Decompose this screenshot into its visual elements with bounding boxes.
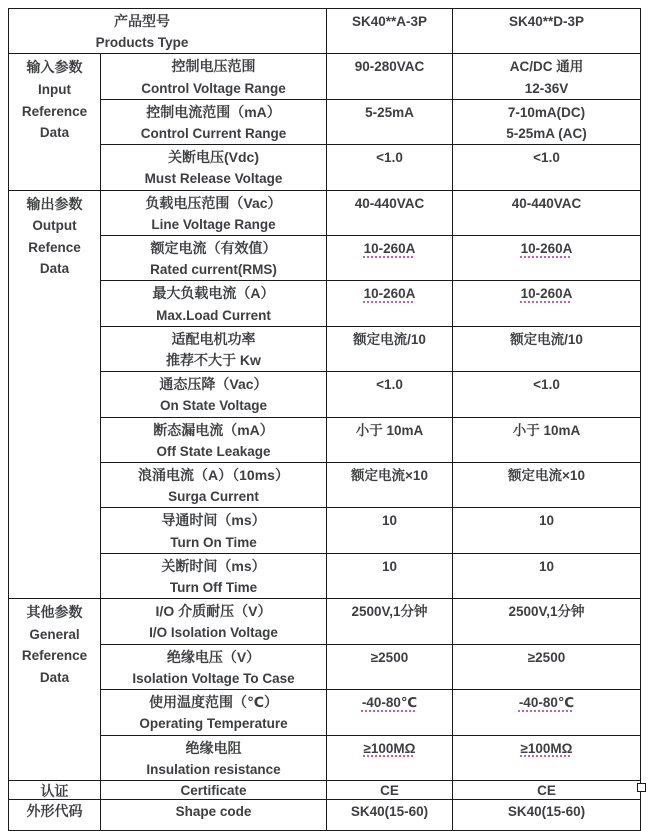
param-zh: 通态压降（Vac） [159,376,268,393]
value-d-line1: 7-10mA(DC) [507,104,586,120]
group-input-en2: Reference [21,103,88,119]
value-cell-d [453,463,641,508]
certificate-value-a [327,780,453,799]
param-en: Surga Current [168,489,259,505]
group-general-en1: General [29,626,80,642]
model-d-label: SK40**D-3P [508,14,585,29]
table-row [9,599,641,644]
value-cell-a [327,553,453,598]
table-row [9,644,641,689]
value-d: 10 [538,558,555,574]
value-cell-d [453,236,641,281]
param-zh: 最大负载电流（A） [152,285,275,302]
value-cell-d [453,145,641,190]
param-name-cell [101,417,327,462]
shape-code-row [9,799,641,830]
param-name-cell [101,599,327,644]
param-zh: 浪涌电流（A）（10ms） [138,467,289,484]
param-zh: I/O 介质耐压（V） [155,603,272,620]
value-cell-a [327,463,453,508]
certificate-en-cell [101,780,327,799]
shape-code-value-a [327,799,453,830]
table-row [9,553,641,598]
value-a: 10-260A [363,286,416,302]
param-zh: 控制电流范围（mA） [146,103,281,120]
value-cell-a [327,281,453,326]
param-zh: 负载电压范围（Vac） [145,194,282,211]
param-name-cell [101,145,327,190]
product-type-zh: 产品型号 [114,13,170,29]
value-cell-d [453,99,641,144]
param-en: Turn On Time [170,534,257,550]
group-general-cell [9,599,101,781]
group-general-en2: Reference [21,648,88,664]
param-name-cell [101,463,327,508]
value-a: -40-80℃ [361,695,418,711]
param-en: Insulation resistance [146,761,281,777]
param-zh: 控制电压范围 [171,58,256,75]
param-en: Control Voltage Range [141,80,286,96]
param-en: Must Release Voltage [144,171,283,187]
table-row [9,508,641,553]
value-d: <1.0 [533,150,560,166]
value-cell-d [453,190,641,235]
param-en: I/O Isolation Voltage [149,625,278,641]
value-cell-d [453,326,641,371]
shape-code-value-d [453,799,641,830]
param-zh: 绝缘电压（V） [166,648,261,665]
value-cell-d [453,599,641,644]
param-zh-line2: 推荐不大于 Kw [166,352,261,369]
value-cell-d [453,508,641,553]
value-cell-a [327,145,453,190]
param-name-cell [101,372,327,417]
value-cell-d [453,372,641,417]
value-d-line2: 5-25mA (AC) [506,126,587,142]
value-a: 2500V,1分钟 [351,604,428,620]
value-d: CE [537,782,556,798]
table-row [9,281,641,326]
certificate-en: Certificate [180,782,247,798]
value-cell-d [453,281,641,326]
value-a: ≥100MΩ [363,740,416,756]
group-general-en3: Data [39,670,70,686]
model-d-header [453,9,641,54]
table-row [9,99,641,144]
table-row [9,145,641,190]
value-a: CE [380,782,399,798]
value-d-line2: 12-36V [524,80,569,96]
value-cell-d [453,54,641,99]
value-cell-a [327,644,453,689]
value-cell-d [453,417,641,462]
value-a: SK40(15-60) [350,803,429,819]
param-zh: 关断时间（ms） [161,557,266,574]
shape-code-zh-cell [9,799,101,830]
certificate-zh-cell [9,780,101,799]
model-a-header [327,9,453,54]
certificate-zh: 认证 [40,782,69,799]
param-zh: 适配电机功率 [171,330,256,347]
value-a: 5-25mA [365,104,414,120]
table-row [9,735,641,780]
value-d: SK40(15-60) [507,803,586,819]
group-input-en3: Data [39,125,70,141]
value-d: 40-440VAC [511,195,582,211]
table-row [9,690,641,735]
param-name-cell [101,644,327,689]
value-cell-d [453,553,641,598]
param-en: Control Current Range [140,126,287,142]
param-zh: 额定电流（有效值） [150,240,277,257]
param-name-cell [101,54,327,99]
param-zh: 绝缘电阻 [185,739,242,756]
certificate-row [9,780,641,799]
product-type-en: Products Type [95,35,189,51]
shape-code-zh: 外形代码 [26,802,83,819]
value-cell-d [453,735,641,780]
value-cell-a [327,326,453,371]
value-cell-a [327,735,453,780]
shape-code-en-cell [101,799,327,830]
value-a: 额定电流×10 [351,468,428,484]
param-en: Off State Leakage [156,443,271,459]
value-cell-a [327,99,453,144]
value-d: 2500V,1分钟 [508,604,585,620]
table-row [9,372,641,417]
value-d: 额定电流×10 [508,468,585,484]
param-name-cell [101,690,327,735]
value-cell-a [327,190,453,235]
value-a: 小于 10mA [355,422,424,438]
table-row [9,326,641,371]
param-name-cell [101,99,327,144]
value-cell-d [453,690,641,735]
value-d: <1.0 [533,377,560,393]
param-en: Operating Temperature [139,716,288,732]
param-en: Max.Load Current [156,307,271,323]
spec-table [8,8,641,831]
group-general-zh: 其他参数 [26,604,83,621]
group-output-en2: Refence [28,239,81,255]
shape-code-en: Shape code [175,803,252,819]
value-cell-a [327,417,453,462]
param-en: Line Voltage Range [151,216,276,232]
value-cell-a [327,508,453,553]
value-d: 10-260A [520,286,573,302]
param-en: Turn Off Time [169,580,258,596]
value-cell-d [453,644,641,689]
param-zh: 导通时间（ms） [161,512,266,529]
table-row [9,190,641,235]
value-cell-a [327,599,453,644]
param-en: Isolation Voltage To Case [132,670,295,686]
value-a: ≥2500 [370,649,409,665]
value-a: 40-440VAC [354,195,425,211]
value-a: <1.0 [376,150,403,166]
value-a: <1.0 [376,377,403,393]
group-input-zh: 输入参数 [26,59,83,76]
param-en: Rated current(RMS) [150,262,277,278]
param-zh: 使用温度范围（℃） [149,694,278,711]
value-cell-a [327,54,453,99]
product-type-cell [9,9,327,54]
param-zh: 关断电压(Vdc) [168,149,259,166]
param-zh: 断态漏电流（mA） [153,421,274,438]
value-a: 10-260A [363,241,416,257]
value-d: 小于 10mA [512,422,581,438]
header-row [9,9,641,54]
value-a: 额定电流/10 [353,331,426,347]
group-input-cell [9,54,101,190]
value-d: 10-260A [520,241,573,257]
model-a-label: SK40**A-3P [351,14,428,29]
value-a: 10 [381,558,398,574]
value-d: 额定电流/10 [510,331,583,347]
value-cell-a [327,236,453,281]
value-d: ≥2500 [527,649,566,665]
group-output-zh: 输出参数 [26,195,83,212]
table-row [9,417,641,462]
value-d: -40-80℃ [518,695,575,711]
param-name-cell [101,190,327,235]
param-name-cell [101,236,327,281]
param-name-cell [101,508,327,553]
value-d: ≥100MΩ [520,740,573,756]
table-row [9,236,641,281]
param-name-cell [101,553,327,598]
group-input-en1: Input [38,82,71,97]
value-d: 10 [538,513,555,529]
group-output-en1: Output [32,218,77,234]
value-a: 10 [381,513,398,529]
param-en: On State Voltage [159,398,268,414]
param-name-cell [101,735,327,780]
value-cell-a [327,372,453,417]
param-name-cell [101,281,327,326]
value-a: 90-280VAC [354,59,425,75]
value-d-line1: AC/DC 通用 [509,59,584,75]
group-output-cell [9,190,101,599]
anchor-marker-box [637,783,646,792]
param-name-cell [101,326,327,371]
table-row [9,54,641,99]
table-row [9,463,641,508]
value-cell-a [327,690,453,735]
group-output-en3: Data [39,261,70,277]
certificate-value-d [453,780,641,799]
